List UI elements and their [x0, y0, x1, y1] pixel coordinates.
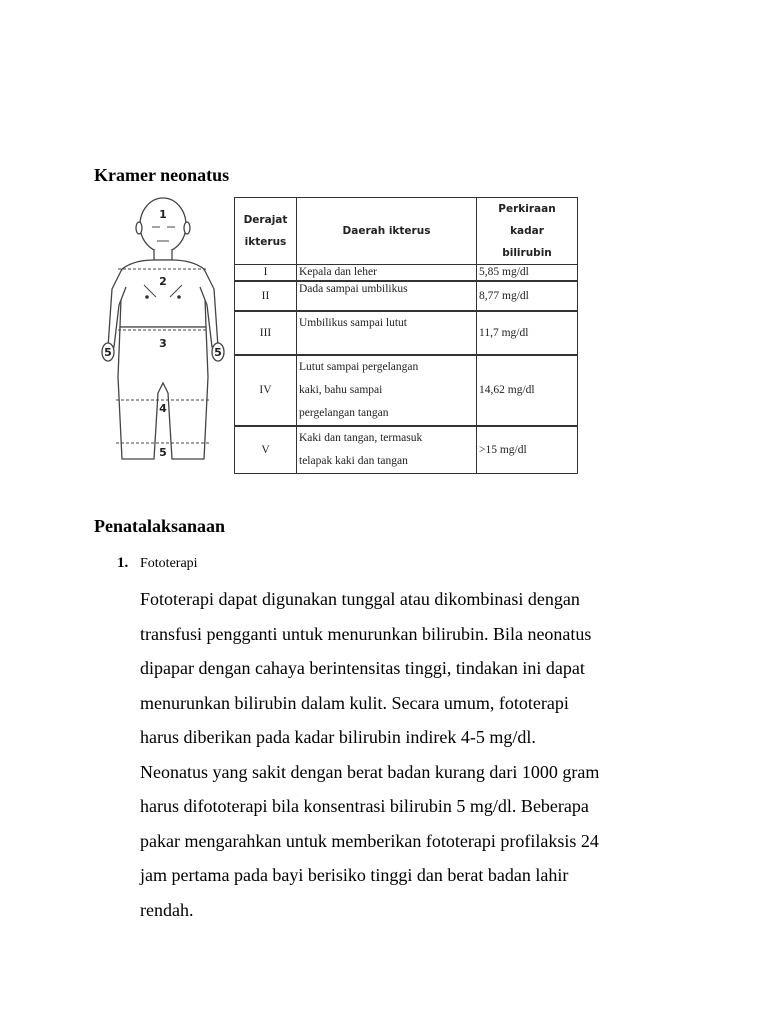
- table-row: [235, 426, 578, 474]
- zone-label-5-right-hand: 5: [214, 346, 222, 359]
- paragraph-line: harus diberikan pada kadar bilirubin indirek 4-5 mg/dl.: [140, 727, 536, 747]
- cell-level: 14,62 mg/dl: [477, 355, 578, 426]
- section-heading-kramer: Kramer neonatus: [94, 165, 230, 185]
- cell-level: 11,7 mg/dl: [477, 311, 578, 355]
- cell-level: >15 mg/dl: [477, 426, 578, 474]
- cell-area: [297, 355, 477, 426]
- cell-degree: II: [235, 281, 297, 311]
- cell-area: [297, 281, 477, 311]
- table-header-row: [235, 198, 578, 265]
- zone-label-4: 4: [159, 402, 167, 415]
- cell-area-line: kaki, bahu sampai: [299, 383, 383, 396]
- cell-area: [297, 426, 477, 474]
- paragraph-line: harus difototerapi bila konsentrasi bilirubin 5 mg/dl. Beberapa: [140, 796, 589, 816]
- cell-area-line: telapak kaki dan tangan: [299, 454, 408, 467]
- header-level: [477, 198, 578, 265]
- header-level-line-1: Perkiraan: [498, 203, 556, 215]
- list-item-number: 1.: [117, 555, 129, 571]
- header-level-line-3: bilirubin: [502, 247, 552, 259]
- header-degree-line-2: ikterus: [244, 236, 287, 248]
- cell-area: [297, 311, 477, 355]
- paragraph-line: dipapar dengan cahaya berintensitas tinggi, tindakan ini dapat: [140, 658, 585, 678]
- header-degree-line-1: Derajat: [243, 214, 288, 226]
- header-area: [297, 198, 477, 265]
- cell-area-line: Umbilikus sampai lutut: [299, 316, 407, 329]
- cell-area-line: pergelangan tangan: [299, 406, 389, 419]
- zone-label-3: 3: [159, 337, 167, 350]
- header-area-line-1: Daerah ikterus: [342, 225, 431, 237]
- cell-degree: I: [235, 265, 297, 281]
- table-row: [235, 281, 578, 311]
- list-item-label: Fototerapi: [140, 556, 198, 571]
- table-row: [235, 311, 578, 355]
- neonate-body-zones-figure: [94, 197, 232, 465]
- paragraph-line: menurunkan bilirubin dalam kulit. Secara umum, fototerapi: [140, 692, 569, 713]
- cell-area-line: Kepala dan leher: [299, 266, 377, 278]
- cell-area-line: Lutut sampai pergelangan: [299, 360, 419, 373]
- table-row: [235, 355, 578, 426]
- cell-area: [297, 265, 477, 281]
- cell-level: 5,85 mg/dl: [477, 265, 578, 281]
- header-level-line-2: kadar: [510, 225, 544, 237]
- table-row: [235, 265, 578, 281]
- cell-degree: V: [235, 426, 297, 474]
- section-heading-penatalaksanaan: Penatalaksanaan: [94, 516, 226, 536]
- paragraph-line: Neonatus yang sakit dengan berat badan kurang dari 1000 gram: [140, 761, 600, 782]
- cell-degree: IV: [235, 355, 297, 426]
- kramer-zones-table: [234, 197, 578, 474]
- fototerapi-paragraph: [140, 582, 700, 927]
- paragraph-line: Fototerapi dapat digunakan tunggal atau dikombinasi dengan: [140, 589, 580, 609]
- zone-label-5-left-hand: 5: [104, 346, 112, 359]
- paragraph-line: pakar mengarahkan untuk memberikan fototerapi profilaksis 24: [140, 830, 599, 851]
- body-outline: [102, 198, 224, 459]
- paragraph-line: transfusi pengganti untuk menurunkan bilirubin. Bila neonatus: [140, 623, 592, 644]
- header-degree: [235, 198, 297, 265]
- zone-label-2: 2: [159, 275, 167, 288]
- cell-level: 8,77 mg/dl: [477, 281, 578, 311]
- paragraph-line: jam pertama pada bayi berisiko tinggi dan berat badan lahir: [140, 865, 569, 885]
- paragraph-line: rendah.: [140, 899, 194, 920]
- cell-area-line: Dada sampai umbilikus: [299, 282, 408, 295]
- zone-label-5: 5: [159, 446, 167, 459]
- zone-label-1: 1: [159, 208, 167, 221]
- cell-area-line: Kaki dan tangan, termasuk: [299, 431, 423, 444]
- cell-degree: III: [235, 311, 297, 355]
